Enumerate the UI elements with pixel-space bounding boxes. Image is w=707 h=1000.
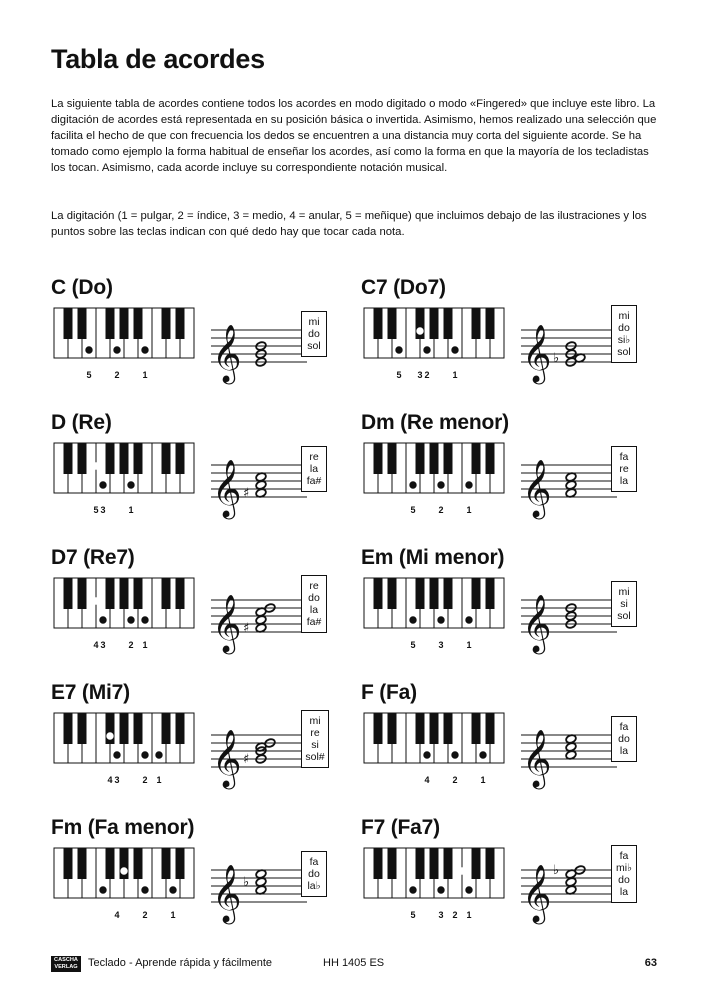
chord-4 <box>51 546 351 666</box>
black-key <box>430 443 439 474</box>
flat-icon: ♭ <box>553 351 560 366</box>
black-key <box>388 443 397 474</box>
black-key <box>416 713 425 744</box>
keyboard-diagram <box>53 712 195 764</box>
chord-name: D7 (Re7) <box>51 546 135 569</box>
black-key <box>472 848 481 879</box>
black-key <box>106 578 115 609</box>
black-key <box>374 713 383 744</box>
finger-number: 5 <box>410 640 416 650</box>
black-key <box>416 443 425 474</box>
finger-number: 1 <box>480 775 486 785</box>
note-names-box <box>611 305 637 363</box>
finger-number: 2 <box>452 910 458 920</box>
black-key <box>486 848 495 879</box>
chord-0 <box>51 276 351 396</box>
finger-dot <box>142 347 148 353</box>
black-key <box>486 578 495 609</box>
note-name: la <box>309 463 319 475</box>
note-name: fa <box>619 721 629 733</box>
finger-dot <box>452 752 458 758</box>
chord-2 <box>51 411 351 531</box>
finger-dot <box>114 347 120 353</box>
note-names-box <box>611 845 637 903</box>
sharp-icon: ♯ <box>243 486 250 501</box>
finger-dot <box>410 617 416 623</box>
book-title: Teclado - Aprende rápida y fácilmente <box>88 957 273 969</box>
keyboard-diagram <box>363 577 505 629</box>
note-names-box <box>301 851 327 897</box>
note-name: si <box>311 739 319 751</box>
finger-dot <box>156 752 162 758</box>
chord-7 <box>361 681 661 801</box>
keyboard-diagram <box>53 577 195 629</box>
finger-number: 5 <box>86 370 92 380</box>
black-key <box>472 713 481 744</box>
staff-notation <box>209 429 309 525</box>
finger-dot <box>100 887 106 893</box>
staff-notation <box>519 294 619 390</box>
note-name: fa# <box>306 616 322 628</box>
finger-number: 5 <box>93 505 99 515</box>
treble-clef-icon: 𝄞 <box>212 594 242 652</box>
black-key <box>444 578 453 609</box>
finger-dot <box>438 482 444 488</box>
staff-notation <box>209 699 309 795</box>
chord-name: F (Fa) <box>361 681 417 704</box>
finger-number: 1 <box>142 640 148 650</box>
chord-1 <box>361 276 661 396</box>
black-key <box>134 308 143 339</box>
finger-dot <box>466 482 472 488</box>
black-key <box>134 578 143 609</box>
finger-number: 4 <box>107 775 113 785</box>
finger-number: 5 <box>410 910 416 920</box>
black-key <box>416 578 425 609</box>
finger-dot <box>424 752 430 758</box>
finger-number: 4 <box>114 910 120 920</box>
treble-clef-icon: 𝄞 <box>212 864 242 922</box>
finger-number: 2 <box>114 370 120 380</box>
finger-number: 3 <box>417 370 423 380</box>
finger-dot <box>410 887 416 893</box>
black-key <box>78 848 87 879</box>
note-names-box <box>301 575 327 633</box>
black-key <box>388 713 397 744</box>
black-key <box>78 713 87 744</box>
black-key <box>162 848 171 879</box>
staff-notation <box>519 834 619 930</box>
note-name: do <box>308 868 320 880</box>
black-key <box>472 443 481 474</box>
keyboard-diagram <box>53 307 195 359</box>
note-name: mi <box>308 316 320 328</box>
black-key <box>176 443 185 474</box>
black-key <box>374 308 383 339</box>
keyboard-diagram <box>363 712 505 764</box>
note-name: fa <box>619 850 629 862</box>
note-name: la <box>619 886 629 898</box>
finger-dot <box>417 328 423 334</box>
black-key <box>472 578 481 609</box>
keyboard-diagram <box>363 847 505 899</box>
staff-notation <box>209 564 309 660</box>
staff-notation <box>519 564 619 660</box>
black-key <box>444 443 453 474</box>
note-name: re <box>619 463 629 475</box>
black-key <box>176 848 185 879</box>
black-key <box>120 443 129 474</box>
black-key <box>388 848 397 879</box>
black-key <box>430 308 439 339</box>
finger-dot <box>410 482 416 488</box>
chord-3 <box>361 411 661 531</box>
black-key <box>176 713 185 744</box>
finger-dot <box>121 868 127 874</box>
finger-dot <box>100 482 106 488</box>
chord-9 <box>361 816 661 936</box>
publisher-logo: CASCHA VERLAG <box>51 956 81 972</box>
note-name: fa <box>309 856 319 868</box>
finger-dot <box>438 887 444 893</box>
note-name: si♭ <box>617 334 631 346</box>
note-names-box <box>611 716 637 762</box>
page-footer <box>51 956 657 972</box>
note-name: la <box>619 475 629 487</box>
staff-notation <box>209 834 309 930</box>
finger-dot <box>466 617 472 623</box>
note-name: sol <box>617 610 631 622</box>
finger-number: 2 <box>142 910 148 920</box>
finger-number: 4 <box>93 640 99 650</box>
flat-icon: ♭ <box>553 863 560 878</box>
note-name: do <box>308 592 320 604</box>
finger-dot <box>93 463 99 469</box>
treble-clef-icon: 𝄞 <box>522 324 552 382</box>
finger-dot <box>424 347 430 353</box>
sharp-icon: ♯ <box>243 752 250 767</box>
staff-notation <box>519 429 619 525</box>
note-name: la <box>619 745 629 757</box>
note-names-box <box>611 581 637 627</box>
black-key <box>444 308 453 339</box>
note-name: sol <box>617 346 631 358</box>
page-number: 63 <box>644 957 657 969</box>
black-key <box>416 848 425 879</box>
finger-dot <box>128 482 134 488</box>
chord-6 <box>51 681 351 801</box>
black-key <box>430 848 439 879</box>
black-key <box>388 578 397 609</box>
note-names-box <box>301 710 329 768</box>
finger-number: 1 <box>142 370 148 380</box>
black-key <box>162 713 171 744</box>
finger-number: 1 <box>170 910 176 920</box>
treble-clef-icon: 𝄞 <box>522 864 552 922</box>
note-name: la♭ <box>307 880 321 892</box>
finger-number: 3 <box>100 640 106 650</box>
black-key <box>486 443 495 474</box>
treble-clef-icon: 𝄞 <box>522 459 552 517</box>
finger-number: 3 <box>438 640 444 650</box>
keyboard-diagram <box>363 442 505 494</box>
note-name: re <box>309 580 319 592</box>
treble-clef-icon: 𝄞 <box>522 594 552 652</box>
note-names-box <box>301 311 327 357</box>
note-name: si <box>620 598 628 610</box>
finger-dot <box>459 868 465 874</box>
finger-number: 2 <box>142 775 148 785</box>
finger-dot <box>86 347 92 353</box>
black-key <box>120 713 129 744</box>
black-key <box>134 443 143 474</box>
finger-number: 3 <box>114 775 120 785</box>
finger-number: 1 <box>452 370 458 380</box>
black-key <box>374 848 383 879</box>
black-key <box>64 848 73 879</box>
black-key <box>444 848 453 879</box>
chord-name: C (Do) <box>51 276 113 299</box>
chord-name: C7 (Do7) <box>361 276 446 299</box>
finger-dot <box>438 617 444 623</box>
black-key <box>64 308 73 339</box>
keyboard-diagram <box>53 847 195 899</box>
black-key <box>430 578 439 609</box>
note-name: re <box>310 727 320 739</box>
note-name: do <box>308 328 320 340</box>
chord-8 <box>51 816 351 936</box>
finger-number: 1 <box>466 505 472 515</box>
note-name: la <box>309 604 319 616</box>
finger-number: 4 <box>424 775 430 785</box>
note-name: mi♭ <box>615 862 633 874</box>
black-key <box>106 308 115 339</box>
treble-clef-icon: 𝄞 <box>212 729 242 787</box>
black-key <box>120 308 129 339</box>
finger-dot <box>396 347 402 353</box>
book-code: HH 1405 ES <box>323 957 385 969</box>
chord-name: D (Re) <box>51 411 112 434</box>
fingering-paragraph: La digitación (1 = pulgar, 2 = índice, 3 = medio, 4 = anular, 5 = meñique) que incluimos debajo de las ilustraciones y los puntos sobre las teclas indican con qué dedo hay que tocar cada nota. <box>51 210 647 238</box>
black-key <box>64 713 73 744</box>
note-name: do <box>618 322 630 334</box>
finger-dot <box>100 617 106 623</box>
black-key <box>176 308 185 339</box>
finger-dot <box>480 752 486 758</box>
black-key <box>134 713 143 744</box>
note-name: mi <box>309 715 321 727</box>
finger-dot <box>107 733 113 739</box>
treble-clef-icon: 𝄞 <box>212 324 242 382</box>
note-names-box <box>301 446 327 492</box>
finger-dot <box>93 598 99 604</box>
staff-notation <box>519 699 619 795</box>
note-name: do <box>618 874 630 886</box>
finger-number: 1 <box>156 775 162 785</box>
black-key <box>430 713 439 744</box>
finger-number: 1 <box>466 640 472 650</box>
chord-5 <box>361 546 661 666</box>
black-key <box>78 308 87 339</box>
finger-number: 5 <box>396 370 402 380</box>
note-name: mi <box>618 310 630 322</box>
intro-paragraph: La siguiente tabla de acordes contiene todos los acordes en modo digitado o modo «Fingered» que incluye este libro. La digitación de acordes está representada en su posición básica o invertida. Asimismo, hemos realizado una selección que facilita el hecho de que con frecuencia los dedos se encuentren a una distancia muy corta del siguiente acorde. Se ha tomado como ejemplo la forma habitual de enseñar los acordes, así como la forma en que la mayoría de los tecladistas los tocan. Asimismo, cada acorde incluye su correspondiente notación musical. <box>51 98 657 174</box>
black-key <box>162 308 171 339</box>
finger-dot <box>452 347 458 353</box>
page-title: Tabla de acordes <box>51 44 265 74</box>
finger-number: 1 <box>128 505 134 515</box>
black-key <box>388 308 397 339</box>
finger-dot <box>170 887 176 893</box>
note-name: sol <box>307 340 321 352</box>
finger-number: 2 <box>424 370 430 380</box>
black-key <box>134 848 143 879</box>
note-name: re <box>309 451 319 463</box>
finger-number: 1 <box>466 910 472 920</box>
black-key <box>78 443 87 474</box>
treble-clef-icon: 𝄞 <box>522 729 552 787</box>
chord-name: E7 (Mi7) <box>51 681 130 704</box>
note-name: fa <box>619 451 629 463</box>
finger-number: 2 <box>128 640 134 650</box>
finger-dot <box>114 752 120 758</box>
note-names-box <box>611 446 637 492</box>
finger-dot <box>466 887 472 893</box>
black-key <box>64 443 73 474</box>
finger-dot <box>128 617 134 623</box>
chord-name: Fm (Fa menor) <box>51 816 195 839</box>
note-name: sol# <box>305 751 325 763</box>
black-key <box>106 443 115 474</box>
black-key <box>472 308 481 339</box>
finger-dot <box>142 887 148 893</box>
treble-clef-icon: 𝄞 <box>212 459 242 517</box>
finger-dot <box>142 617 148 623</box>
black-key <box>64 578 73 609</box>
black-key <box>120 578 129 609</box>
black-key <box>162 443 171 474</box>
note-name: mi <box>618 586 630 598</box>
sharp-icon: ♯ <box>243 621 250 636</box>
finger-number: 3 <box>100 505 106 515</box>
finger-number: 5 <box>410 505 416 515</box>
keyboard-diagram <box>53 442 195 494</box>
black-key <box>176 578 185 609</box>
staff-notation <box>209 294 309 390</box>
black-key <box>486 713 495 744</box>
finger-number: 2 <box>438 505 444 515</box>
finger-number: 3 <box>438 910 444 920</box>
chord-name: Dm (Re menor) <box>361 411 509 434</box>
finger-number: 2 <box>452 775 458 785</box>
black-key <box>78 578 87 609</box>
black-key <box>444 713 453 744</box>
flat-icon: ♭ <box>243 875 250 890</box>
note-name: do <box>618 733 630 745</box>
black-key <box>486 308 495 339</box>
keyboard-diagram <box>363 307 505 359</box>
finger-dot <box>142 752 148 758</box>
black-key <box>106 848 115 879</box>
black-key <box>374 443 383 474</box>
black-key <box>162 578 171 609</box>
black-key <box>374 578 383 609</box>
note-name: fa# <box>306 475 322 487</box>
chord-name: Em (Mi menor) <box>361 546 505 569</box>
chord-name: F7 (Fa7) <box>361 816 440 839</box>
